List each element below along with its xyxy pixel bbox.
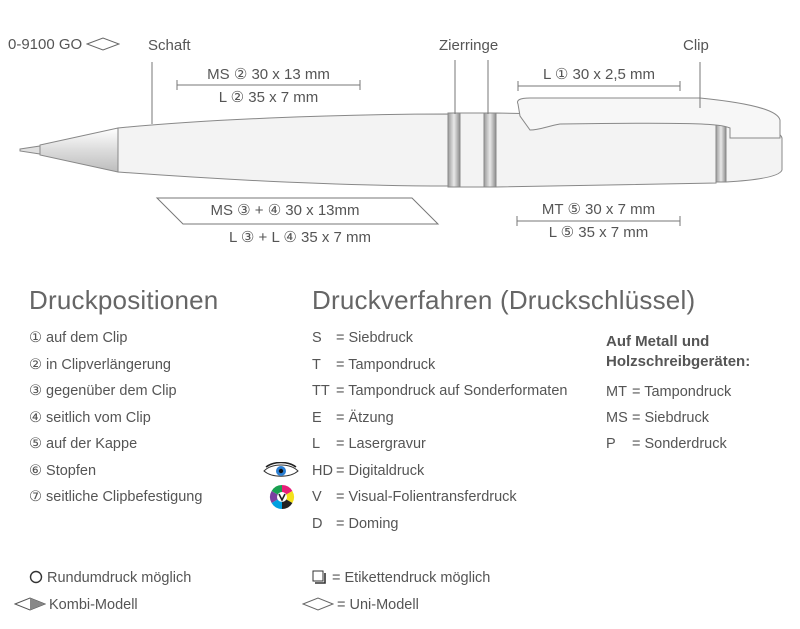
label-print-icon [312,570,326,584]
method-item [312,434,426,454]
legend-round [29,568,191,588]
method-code: T [312,357,321,373]
dim-shaft-top-2: L ② 35 x 7 mm [218,89,319,106]
metal-item [606,382,731,402]
position-item: ④ seitlich vom Clip [29,410,151,426]
pen-tip-cone [40,128,118,172]
metal-code: MT [606,384,627,400]
method-label: = Visual-Folientransferdruck [336,489,517,505]
metal-label: = Sonderdruck [632,436,727,452]
method-label: = Doming [336,516,399,532]
uni-model-diamond-icon [302,597,334,611]
method-label: = Ätzung [336,410,394,426]
dim-shaft-bottom-2: L ③ + L ④ 35 x 7 mm [228,229,372,246]
model-code: 0-9100 GO [8,36,120,53]
method-label: = Digitaldruck [336,463,425,479]
positions-title: Druckpositionen [29,285,219,315]
label-shaft: Schaft [148,37,191,54]
method-label: = Tampondruck auf Sonderformaten [336,383,568,399]
label-clip: Clip [683,37,709,54]
method-item [312,355,435,375]
method-item [312,514,398,534]
position-item: ② in Clipverlängerung [29,357,171,373]
dim-shaft-bottom-1: MS ③ + ④ 30 x 13mm [210,202,360,219]
method-code: S [312,330,322,346]
method-item [312,408,394,428]
dim-cap-1: MT ⑤ 30 x 7 mm [541,201,656,218]
method-code: D [312,516,323,532]
eye-icon [262,462,300,480]
method-label: = Lasergravur [336,436,426,452]
metal-title-1: Auf Metall und [606,333,710,350]
legend-kombi-label: Kombi-Modell [49,597,138,613]
method-item [312,461,424,481]
legend-uni-label: = Uni-Modell [337,597,419,613]
metal-title-2: Holzschreibgeräten: [606,353,751,370]
position-item: ⑦ seitliche Clipbefestigung [29,489,203,505]
methods-title: Druckverfahren (Druckschlüssel) [312,285,696,315]
method-code: V [312,489,322,505]
legend-uni [302,595,419,615]
method-code: TT [312,383,330,399]
position-item: ③ gegenüber dem Clip [29,383,177,399]
position-item: ⑥ Stopfen [29,463,97,479]
metal-code: MS [606,410,628,426]
pen-refill-tip [20,146,40,154]
dim-cap-2: L ⑤ 35 x 7 mm [548,224,649,241]
dim-shaft-top-1: MS ② 30 x 13 mm [207,66,330,83]
method-code: E [312,410,322,426]
label-rings: Zierringe [439,37,499,54]
metal-code: P [606,436,616,452]
method-code: L [312,436,321,452]
legend-etikett-label: = Etikettendruck möglich [332,570,491,586]
method-label: = Siebdruck [336,330,413,346]
dim-clip-1: L ① 30 x 2,5 mm [542,66,656,83]
pen-shaft [118,114,448,186]
method-item [312,487,517,507]
method-code: HD [312,463,333,479]
metal-label: = Tampondruck [632,384,732,400]
metal-label: = Siebdruck [632,410,709,426]
legend-kombi [14,595,138,615]
position-item: ① auf dem Clip [29,330,128,346]
pen-ring-spacer [460,113,484,187]
method-label: = Tampondruck [336,357,436,373]
round-print-icon [29,570,43,584]
kombi-model-diamond-icon [14,597,46,611]
pen-ring-1 [448,113,460,187]
legend-etikett [312,568,490,588]
method-item [312,381,567,401]
metal-item [606,408,709,428]
metal-item [606,434,727,454]
pen-ring-2 [484,113,496,187]
uni-model-diamond-icon [86,37,120,51]
legend-round-label: Rundumdruck möglich [47,570,192,586]
color-wheel-icon [269,484,297,510]
pen-cap-ring [716,124,726,182]
method-item [312,328,413,348]
position-item: ⑤ auf der Kappe [29,436,138,452]
